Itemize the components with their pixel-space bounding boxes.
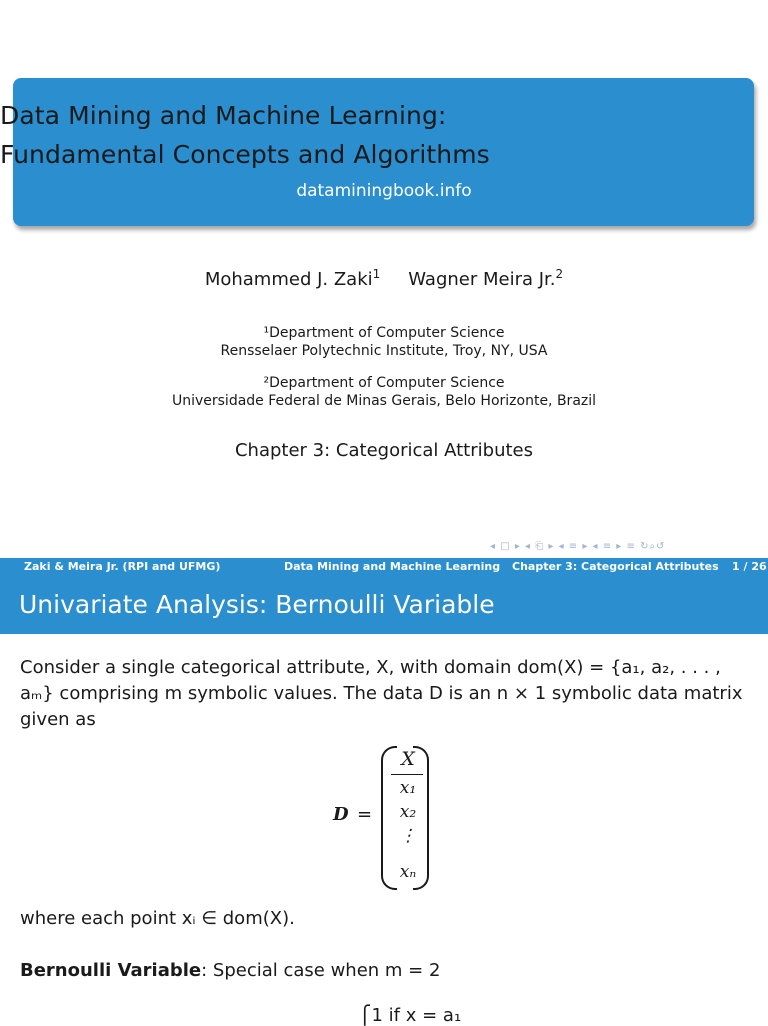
matrix-row: x₂ [399,802,417,822]
matrix-row: xₙ [399,862,417,882]
slide-footer [0,558,768,576]
matrix-label: D [333,804,349,825]
footer-title: Data Mining and Machine Learning [284,560,501,573]
matrix-equals: = [357,804,373,825]
slide-2-header [0,576,768,634]
author-1: Mohammed J. Zaki [204,269,373,290]
affiliation-1 [0,324,768,360]
paragraph-intro: Consider a single categorical attribute, X, with domain dom(X) = {a₁, a₂, . . . , aₘ} comprising m symbolic values. The data D is an n × 1 symbolic data matrix given as [20,657,743,730]
paragraph-domain: where each point xᵢ ∈ dom(X). [20,908,295,929]
author-2-sup: 2 [555,267,564,281]
author-2: Wagner Meira Jr. [408,269,556,290]
title-line-2: Fundamental Concepts and Algorithms [0,140,490,169]
slide-2-title: Univariate Analysis: Bernoulli Variable [19,590,495,619]
bernoulli-desc: : Special case when m = 2 [201,960,441,981]
paragraph-bernoulli [20,958,440,984]
affiliation-1-inst: Rensselaer Polytechnic Institute, Troy, NY, USA [220,343,548,359]
bernoulli-term: Bernoulli Variable [20,960,202,981]
matrix-header: X [401,748,415,770]
footer-authors: Zaki & Meira Jr. (RPI and UFMG) [24,560,221,573]
book-url: dataminingbook.info [296,181,472,201]
footer-chapter: Chapter 3: Categorical Attributes [512,560,719,573]
piecewise-definition: ⎧1 if x = a₁ [358,1005,462,1026]
matrix-row: ⋮ [399,826,417,846]
chapter-title: Chapter 3: Categorical Attributes [234,440,533,461]
affiliation-2 [0,374,768,410]
affiliation-2-inst: Universidade Federal de Minas Gerais, Belo Horizonte, Brazil [171,393,597,409]
footer-page-number: 1 / 26 [732,560,767,573]
author-1-sup: 1 [372,267,381,281]
matrix-header-rule [391,774,423,775]
title-line-1: Data Mining and Machine Learning: [0,101,447,130]
authors [0,267,768,290]
affiliation-2-dept: ²Department of Computer Science [263,375,505,391]
data-matrix [333,746,443,890]
matrix-row: x₁ [399,778,417,798]
affiliation-1-dept: ¹Department of Computer Science [263,325,505,341]
beamer-nav-icons[interactable]: ◂ □ ▸ ◂ ⎗ ▸ ◂ ≡ ▸ ◂ ≡ ▸ ≡ ↻⌕↺ [490,541,666,552]
